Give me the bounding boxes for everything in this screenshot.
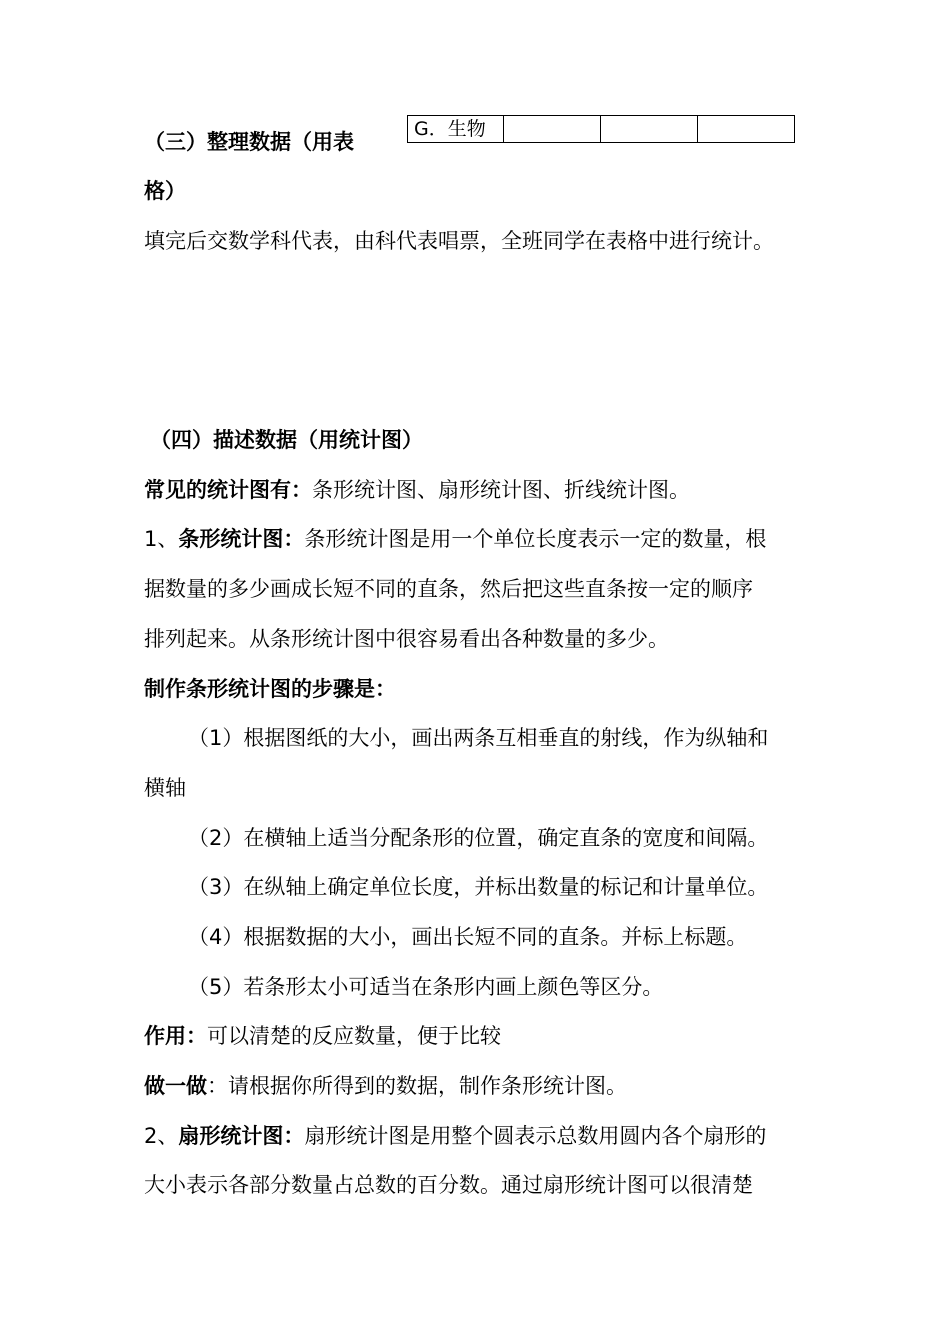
step-number: （4） — [188, 925, 244, 949]
section3-body: 填完后交数学科代表，由科代表唱票，全班同学在表格中进行统计。 — [144, 229, 774, 253]
common-charts-line — [144, 475, 690, 505]
bar-chart-def-line1 — [144, 524, 766, 554]
do-it-line — [144, 1071, 627, 1101]
bar-chart-def-line3: 排列起来。从条形统计图中很容易看出各种数量的多少。 — [144, 627, 669, 651]
common-charts-text: 条形统计图、扇形统计图、折线统计图。 — [312, 478, 690, 502]
step-text: 若条形太小可适当在条形内画上颜色等区分。 — [243, 975, 664, 999]
do-it-text: ：请根据你所得到的数据，制作条形统计图。 — [207, 1074, 627, 1098]
step-number: （3） — [188, 875, 244, 899]
pie-chart-num: 2、 — [144, 1124, 179, 1148]
table-cell — [601, 116, 698, 143]
common-charts-label: 常见的统计图有： — [144, 478, 312, 502]
step-1-continuation: 横轴 — [144, 776, 186, 800]
step-number: （5） — [188, 975, 244, 999]
table-cell — [504, 116, 601, 143]
table-row-label: G．生物 — [408, 116, 504, 143]
steps-heading: 制作条形统计图的步骤是： — [144, 677, 396, 701]
bar-chart-text1: 条形统计图是用一个单位长度表示一定的数量，根 — [304, 527, 767, 551]
step-text: 根据图纸的大小，画出两条互相垂直的射线，作为纵轴和 — [243, 726, 769, 750]
step-4 — [188, 922, 747, 952]
pie-chart-text1: 扇形统计图是用整个圆表示总数用圆内各个扇形的 — [304, 1124, 767, 1148]
step-text: 在横轴上适当分配条形的位置，确定直条的宽度和间隔。 — [243, 826, 769, 850]
table-row — [408, 116, 795, 143]
bar-chart-num: 1、 — [144, 527, 179, 551]
step-text: 在纵轴上确定单位长度，并标出数量的标记和计量单位。 — [243, 875, 769, 899]
use-text: 可以清楚的反应数量，便于比较 — [207, 1024, 501, 1048]
step-5 — [188, 972, 663, 1002]
section4-heading: （四）描述数据（用统计图） — [150, 428, 423, 452]
pie-chart-def-line2: 大小表示各部分数量占总数的百分数。通过扇形统计图可以很清楚 — [144, 1173, 753, 1197]
table-cell — [698, 116, 795, 143]
pie-chart-def-line1 — [144, 1121, 766, 1151]
section3-heading-line2: 格） — [144, 179, 186, 203]
step-3 — [188, 872, 768, 902]
section3-heading-line1: （三）整理数据（用表 — [144, 130, 354, 154]
use-label: 作用： — [144, 1024, 207, 1048]
survey-table-fragment — [407, 115, 795, 143]
bar-chart-label: 条形统计图： — [178, 527, 305, 551]
pie-chart-label: 扇形统计图： — [178, 1124, 305, 1148]
step-2 — [188, 823, 768, 853]
use-line — [144, 1021, 501, 1051]
step-text: 根据数据的大小，画出长短不同的直条。并标上标题。 — [243, 925, 748, 949]
step-number: （2） — [188, 826, 244, 850]
step-1 — [188, 723, 768, 753]
bar-chart-def-line2: 据数量的多少画成长短不同的直条，然后把这些直条按一定的顺序 — [144, 577, 753, 601]
do-it-label: 做一做 — [144, 1074, 207, 1098]
step-number: （1） — [188, 726, 244, 750]
